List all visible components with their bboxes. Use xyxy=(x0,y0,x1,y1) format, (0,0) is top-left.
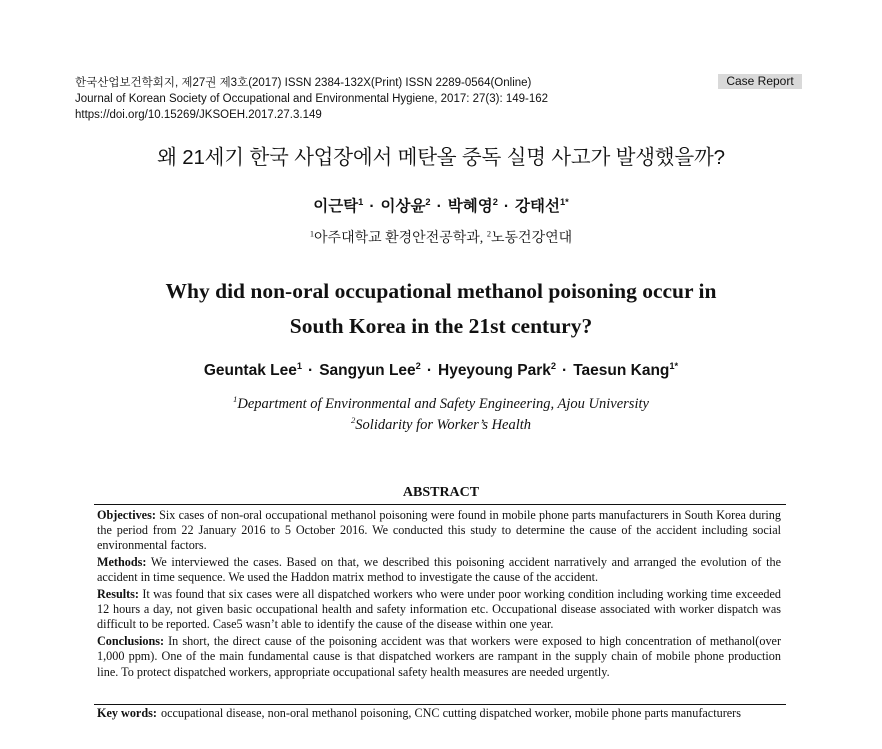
author-affiliation-mark: 2 xyxy=(425,196,431,207)
author-separator: · xyxy=(426,362,432,379)
author-name: Hyeyoung Park xyxy=(438,362,551,379)
results-label: Results: xyxy=(97,587,139,602)
author-affiliation-mark: 2 xyxy=(415,360,421,371)
affiliation-line xyxy=(0,415,882,436)
keywords xyxy=(97,706,781,721)
affiliation-mark: 1 xyxy=(233,394,238,405)
author-name: Taesun Kang xyxy=(573,362,670,379)
article-type-badge: Case Report xyxy=(718,74,802,89)
objectives-text: Six cases of non-oral occupational methanol poisoning were found in mobile phone parts manufacturers in South Korea during the period from 22 January 2016 to 5 October 2016. We conducted this study to determine the cause of the accident including social environmental factors. xyxy=(97,508,781,553)
author-name: 이상윤 xyxy=(380,198,426,215)
methods-text: We interviewed the cases. Based on that, we described this poisoning accident narratively and arranged the evolution of the accident in time sequence. We used the Haddon matrix method to investigate the cause of the accident. xyxy=(97,555,781,585)
author-name: 박혜영 xyxy=(447,198,493,215)
abstract-body xyxy=(97,508,781,702)
author-name: Sangyun Lee xyxy=(319,362,416,379)
journal-citation-english: Journal of Korean Society of Occupational and Environmental Hygiene, 2017: 27(3): 149-162 xyxy=(75,93,549,105)
author-affiliation-mark: 1* xyxy=(559,196,569,207)
author-separator: · xyxy=(308,362,314,379)
abstract-top-rule xyxy=(94,504,786,505)
affiliation-1: Department of Environmental and Safety Engineering, Ajou University xyxy=(237,396,649,412)
results-text: It was found that six cases were all dispatched workers who were under poor working condition including working time exceeded 12 hours a day, not given basic occupational health and safety information etc. Occupational disease associated with worker dispatch was difficult to be reported. Case5 wasn’t able to identify the cause of the disease within one year. xyxy=(97,587,781,632)
affiliation-mark: 2 xyxy=(350,415,356,426)
author-separator: · xyxy=(436,198,442,215)
keywords-text: occupational disease, non-oral methanol poisoning, CNC cutting dispatched worker, mobile phone parts manufacturers xyxy=(161,706,741,720)
abstract-bottom-rule xyxy=(94,704,786,705)
english-title-line: South Korea in the 21st century? xyxy=(289,314,593,338)
methods-label: Methods: xyxy=(97,555,147,570)
author-affiliation-mark: 2 xyxy=(492,196,498,207)
affiliation-mark: 2 xyxy=(486,229,491,239)
abstract-methods xyxy=(97,555,781,585)
affiliation-mark: 1 xyxy=(309,229,315,239)
abstract-heading: ABSTRACT xyxy=(402,485,480,500)
journal-citation-korean: 한국산업보건학회지, 제27권 제3호(2017) ISSN 2384-132X(Print) ISSN 2289-0564(Online) xyxy=(75,77,532,89)
author-name: Geuntak Lee xyxy=(203,362,297,379)
english-title-line: Why did non-oral occupational methanol poisoning occur in xyxy=(165,279,717,303)
korean-affiliations xyxy=(0,229,882,249)
conclusions-label: Conclusions: xyxy=(97,634,165,649)
korean-authors xyxy=(0,196,882,218)
affiliation-2: 노동건강연대 xyxy=(491,231,573,246)
author-name: 강태선 xyxy=(515,198,560,215)
abstract-objectives xyxy=(97,508,781,554)
journal-header xyxy=(75,75,805,123)
author-affiliation-mark: 2 xyxy=(550,360,557,371)
author-affiliation-mark: 1 xyxy=(358,196,364,207)
conclusions-text: In short, the direct cause of the poisoning accident was that workers were exposed to high concentration of methanol(over 1,000 ppm). One of the main fundamental cause is that dispatched workers are rampant in the supply chain of mobile phone production line. To protect dispatched workers, appropriate occupational safety health measures are needed urgently. xyxy=(97,634,781,679)
doi-link[interactable]: https://doi.org/10.15269/JKSOEH.2017.27.3.149 xyxy=(75,109,322,121)
author-separator: · xyxy=(503,198,510,215)
affiliation-1: 아주대학교 환경안전공학과, xyxy=(314,231,487,246)
affiliation-line xyxy=(0,394,882,415)
author-separator: · xyxy=(369,198,375,215)
author-affiliation-mark: 1* xyxy=(669,360,679,371)
keywords-label: Key words: xyxy=(97,706,157,720)
english-authors xyxy=(0,360,882,382)
korean-title: 왜 21세기 한국 사업장에서 메탄올 중독 실명 사고가 발생했을까? xyxy=(157,146,725,169)
abstract-conclusions xyxy=(97,634,781,680)
objectives-label: Objectives: xyxy=(97,508,156,522)
author-name: 이근탁 xyxy=(313,198,359,215)
author-affiliation-mark: 1 xyxy=(296,360,303,371)
english-affiliations xyxy=(0,394,882,436)
english-title xyxy=(0,274,882,344)
affiliation-2: Solidarity for Worker’s Health xyxy=(355,417,532,433)
author-separator: · xyxy=(562,362,568,379)
abstract-results xyxy=(97,587,781,633)
